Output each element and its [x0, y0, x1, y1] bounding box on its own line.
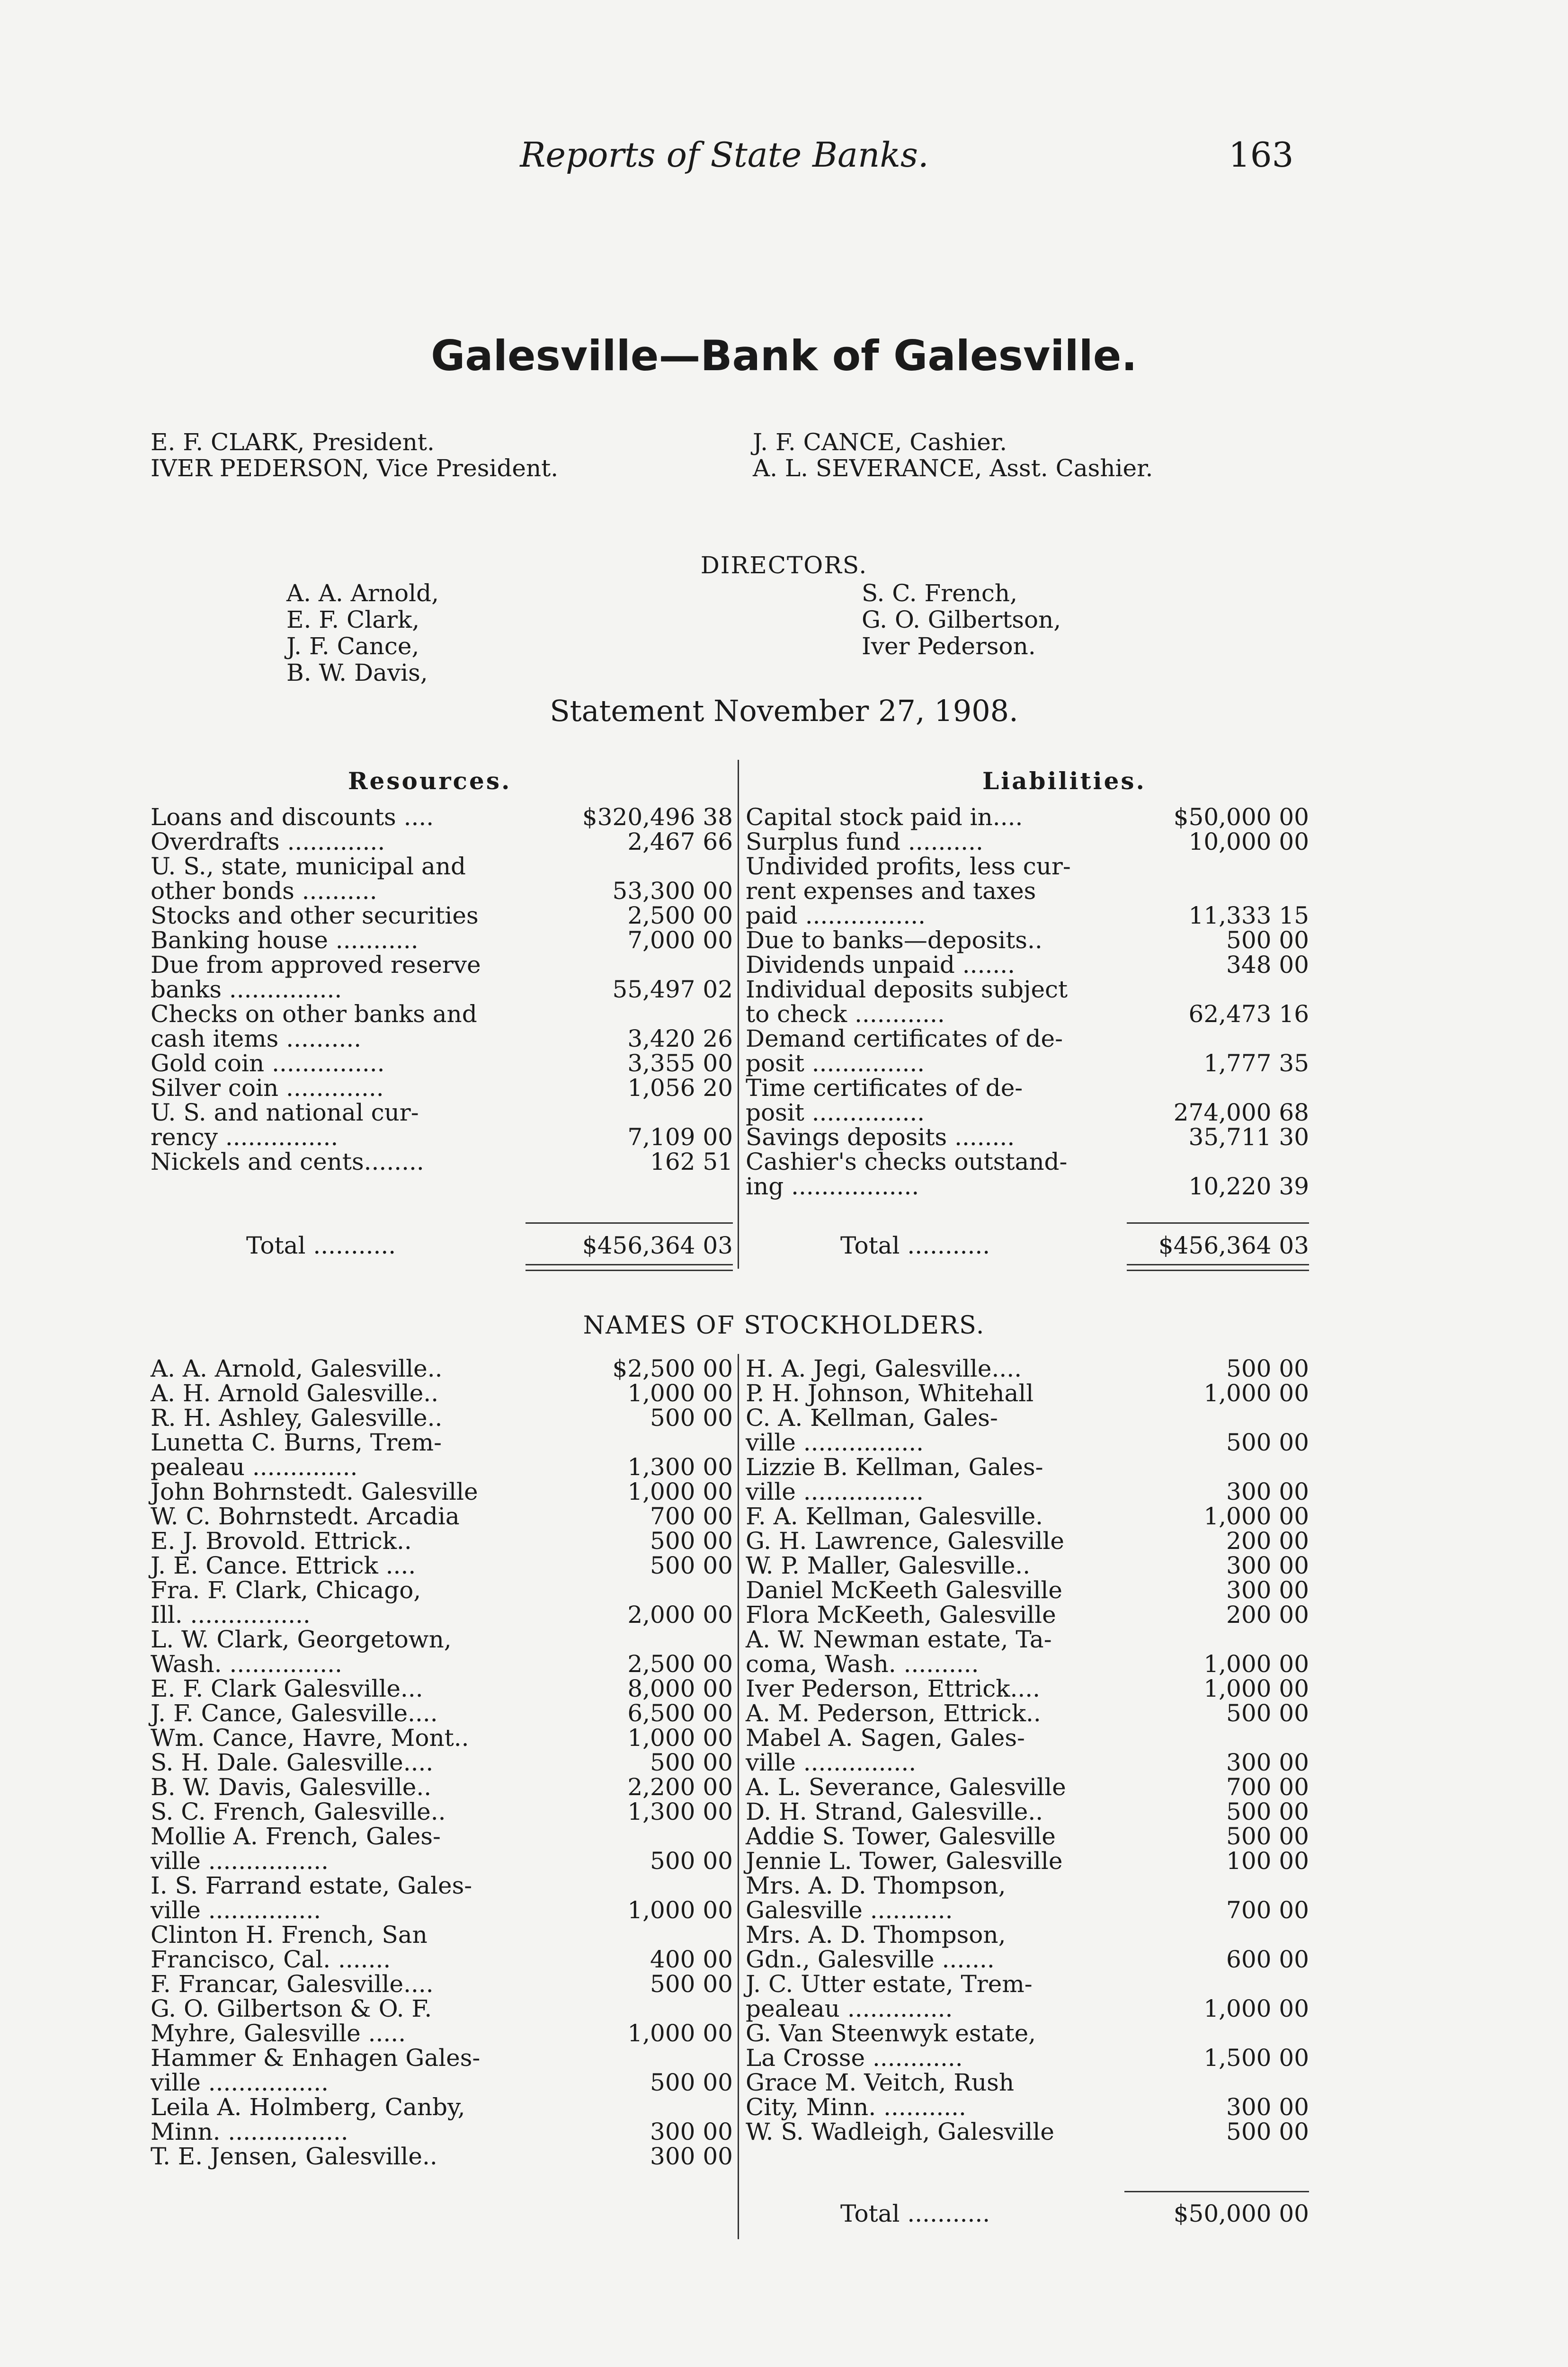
- resource-label: U. S., state, municipal and: [151, 853, 466, 880]
- stockholder-name: City, Minn. ...........: [746, 2093, 966, 2121]
- resource-amount: 2,467 66: [627, 828, 733, 855]
- stockholder-amount: 100 00: [1226, 1847, 1309, 1875]
- officer-cashier: J. F. CANCE, Cashier.: [753, 428, 1007, 456]
- liability-amount: 11,333 15: [1188, 902, 1309, 929]
- stockholder-amount: 500 00: [650, 1527, 733, 1555]
- directors-right-list: [862, 580, 1061, 659]
- stockholder-amount: 500 00: [1226, 1700, 1309, 1727]
- stockholder-name: John Bohrnstedt. Galesville: [151, 1478, 478, 1505]
- stockholder-amount: 1,000 00: [627, 1896, 733, 1924]
- stockholder-name: ville ................: [151, 2069, 329, 2096]
- liability-label: Time certificates of de-: [746, 1074, 1023, 1102]
- stockholder-name: Leila A. Holmberg, Canby,: [151, 2093, 465, 2121]
- liability-label: Savings deposits ........: [746, 1123, 1015, 1151]
- resource-amount: 2,500 00: [627, 902, 733, 929]
- stockholder-name: ville ................: [151, 1847, 329, 1875]
- stockholder-name: ville ................: [746, 1429, 924, 1456]
- stockholder-name: Jennie L. Tower, Galesville: [746, 1847, 1063, 1875]
- stockholder-name: F. A. Kellman, Galesville.: [746, 1503, 1043, 1530]
- resources-total-amount: $456,364 03: [582, 1232, 733, 1259]
- stockholder-name: G. H. Lawrence, Galesville: [746, 1527, 1065, 1555]
- stockholder-amount: 1,300 00: [627, 1453, 733, 1481]
- stockholder-name: J. F. Cance, Galesville....: [151, 1700, 438, 1727]
- page-number: 163: [1229, 135, 1294, 175]
- stockholder-name: H. A. Jegi, Galesville....: [746, 1355, 1022, 1382]
- stockholder-name: ville ...............: [746, 1749, 917, 1776]
- liabilities-total-amount: $456,364 03: [1158, 1232, 1309, 1259]
- balance-sheet-center-divider: [738, 760, 739, 1269]
- stockholder-name: F. Francar, Galesville....: [151, 1970, 434, 1998]
- officer-asst-cashier: A. L. SEVERANCE, Asst. Cashier.: [753, 454, 1153, 482]
- director: J. F. Cance,: [286, 632, 419, 660]
- liability-amount: 500 00: [1226, 926, 1309, 954]
- stockholder-name: Clinton H. French, San: [151, 1921, 428, 1949]
- directors-heading: DIRECTORS.: [700, 552, 868, 579]
- liability-label: Individual deposits subject: [746, 976, 1068, 1003]
- liability-label: rent expenses and taxes: [746, 877, 1036, 905]
- stockholder-name: W. P. Maller, Galesville..: [746, 1552, 1031, 1579]
- liability-amount: 1,777 35: [1203, 1050, 1309, 1077]
- liability-label: Surplus fund ..........: [746, 828, 983, 855]
- stockholder-amount: 300 00: [650, 2143, 733, 2170]
- director: Iver Pederson.: [862, 632, 1036, 660]
- liability-label: ing .................: [746, 1173, 919, 1200]
- stockholder-amount: 700 00: [650, 1503, 733, 1530]
- stockholder-amount: 500 00: [1226, 1429, 1309, 1456]
- stockholder-name: Grace M. Veitch, Rush: [746, 2069, 1015, 2096]
- liability-label: Capital stock paid in....: [746, 803, 1023, 831]
- stockholder-amount: 1,000 00: [627, 1724, 733, 1752]
- liability-amount: 10,000 00: [1188, 828, 1309, 855]
- liabilities-total-rule: [1127, 1222, 1309, 1224]
- resources-total-rule: [526, 1222, 733, 1224]
- stockholder-name: G. O. Gilbertson & O. F.: [151, 1995, 432, 2022]
- stockholder-name: A. A. Arnold, Galesville..: [151, 1355, 443, 1382]
- resource-label: Nickels and cents........: [151, 1148, 424, 1175]
- stockholder-name: R. H. Ashley, Galesville..: [151, 1404, 443, 1432]
- stockholders-total-label: Total ...........: [840, 2200, 990, 2227]
- stockholder-name: Lunetta C. Burns, Trem-: [151, 1429, 442, 1456]
- running-head: Reports of State Banks.: [520, 135, 929, 175]
- stockholder-amount: 1,000 00: [627, 1379, 733, 1407]
- stockholder-name: Francisco, Cal. .......: [151, 1946, 391, 1973]
- liability-label: Dividends unpaid .......: [746, 951, 1016, 979]
- resource-label: Silver coin .............: [151, 1074, 384, 1102]
- stockholder-name: T. E. Jensen, Galesville..: [151, 2143, 437, 2170]
- stockholder-name: A. W. Newman estate, Ta-: [746, 1626, 1052, 1653]
- liability-amount: 274,000 68: [1173, 1099, 1309, 1126]
- stockholder-name: pealeau ..............: [151, 1453, 358, 1481]
- resource-label: Banking house ...........: [151, 926, 419, 954]
- liabilities-total-label: Total ...........: [840, 1232, 990, 1259]
- stockholder-name: L. W. Clark, Georgetown,: [151, 1626, 452, 1653]
- resource-amount: 3,420 26: [627, 1025, 733, 1052]
- stockholder-amount: 2,200 00: [627, 1773, 733, 1801]
- stockholder-name: Galesville ...........: [746, 1896, 953, 1924]
- stockholder-amount: 200 00: [1226, 1527, 1309, 1555]
- stockholder-name: Gdn., Galesville .......: [746, 1946, 995, 1973]
- stockholder-name: C. A. Kellman, Gales-: [746, 1404, 998, 1432]
- stockholder-amount: 500 00: [1226, 1823, 1309, 1850]
- statement-date: Statement November 27, 1908.: [550, 694, 1018, 728]
- stockholder-amount: 1,000 00: [1203, 1650, 1309, 1678]
- liability-label: posit ...............: [746, 1050, 925, 1077]
- stockholder-amount: 1,000 00: [1203, 1379, 1309, 1407]
- liabilities-double-rule-1: [1127, 1264, 1309, 1265]
- bank-title: Galesville—Bank of Galesville.: [431, 331, 1137, 380]
- stockholder-name: B. W. Davis, Galesville..: [151, 1773, 432, 1801]
- stockholder-name: Flora McKeeth, Galesville: [746, 1601, 1056, 1628]
- director: B. W. Davis,: [286, 659, 428, 686]
- stockholder-amount: 6,500 00: [627, 1700, 733, 1727]
- liability-label: Due to banks—deposits..: [746, 926, 1042, 954]
- liability-label: Demand certificates of de-: [746, 1025, 1063, 1052]
- stockholder-name: I. S. Farrand estate, Gales-: [151, 1872, 472, 1899]
- liability-amount: 62,473 16: [1188, 1000, 1309, 1028]
- stockholder-name: A. M. Pederson, Ettrick..: [746, 1700, 1041, 1727]
- resources-double-rule-1: [526, 1264, 733, 1265]
- liability-label: posit ...............: [746, 1099, 925, 1126]
- director: G. O. Gilbertson,: [862, 606, 1061, 633]
- liability-label: to check ............: [746, 1000, 945, 1028]
- stockholder-name: J. C. Utter estate, Trem-: [746, 1970, 1033, 1998]
- stockholder-amount: 700 00: [1226, 1773, 1309, 1801]
- stockholder-name: E. J. Brovold. Ettrick..: [151, 1527, 412, 1555]
- stockholder-name: Lizzie B. Kellman, Gales-: [746, 1453, 1043, 1481]
- stockholder-amount: 1,000 00: [1203, 1995, 1309, 2022]
- director: A. A. Arnold,: [286, 579, 439, 607]
- liability-amount: 348 00: [1226, 951, 1309, 979]
- stockholder-name: Wm. Cance, Havre, Mont..: [151, 1724, 469, 1752]
- resource-label: Gold coin ...............: [151, 1050, 385, 1077]
- liability-label: Cashier's checks outstand-: [746, 1148, 1068, 1175]
- stockholders-center-divider: [738, 1354, 739, 2239]
- stockholder-amount: 2,000 00: [627, 1601, 733, 1628]
- resource-amount: 55,497 02: [612, 976, 733, 1003]
- stockholder-name: W. S. Wadleigh, Galesville: [746, 2118, 1054, 2145]
- resource-label: U. S. and national cur-: [151, 1099, 419, 1126]
- stockholders-total-amount: $50,000 00: [1173, 2200, 1309, 2227]
- stockholder-name: Hammer & Enhagen Gales-: [151, 2044, 481, 2072]
- stockholder-name: W. C. Bohrnstedt. Arcadia: [151, 1503, 460, 1530]
- resource-label: Stocks and other securities: [151, 902, 479, 929]
- stockholder-amount: 500 00: [650, 1404, 733, 1432]
- stockholder-name: Ill. ................: [151, 1601, 311, 1628]
- stockholder-amount: 700 00: [1226, 1896, 1309, 1924]
- stockholder-amount: 300 00: [650, 2118, 733, 2145]
- liability-amount: 10,220 39: [1188, 1173, 1309, 1200]
- stockholder-amount: 8,000 00: [627, 1675, 733, 1702]
- stockholder-name: Myhre, Galesville .....: [151, 2020, 406, 2047]
- liabilities-heading: Liabilities.: [982, 767, 1146, 795]
- stockholder-name: Iver Pederson, Ettrick....: [746, 1675, 1041, 1702]
- directors-left-list: [286, 580, 439, 686]
- resource-label: rency ...............: [151, 1123, 339, 1151]
- stockholder-amount: 300 00: [1226, 1576, 1309, 1604]
- stockholder-name: Fra. F. Clark, Chicago,: [151, 1576, 421, 1604]
- liability-amount: $50,000 00: [1173, 803, 1309, 831]
- resources-total-label: Total ...........: [246, 1232, 396, 1259]
- resources-heading: Resources.: [348, 767, 512, 795]
- director: E. F. Clark,: [286, 606, 420, 633]
- stockholder-name: coma, Wash. ..........: [746, 1650, 979, 1678]
- stockholder-amount: 500 00: [1226, 2118, 1309, 2145]
- stockholder-amount: 1,000 00: [627, 1478, 733, 1505]
- stockholder-name: Mollie A. French, Gales-: [151, 1823, 441, 1850]
- stockholder-amount: 600 00: [1226, 1946, 1309, 1973]
- stockholder-name: pealeau ..............: [746, 1995, 953, 2022]
- stockholder-name: G. Van Steenwyk estate,: [746, 2020, 1036, 2047]
- stockholder-name: E. F. Clark Galesville...: [151, 1675, 423, 1702]
- stockholder-name: Minn. ................: [151, 2118, 348, 2145]
- resource-label: Checks on other banks and: [151, 1000, 477, 1028]
- stockholder-amount: 2,500 00: [627, 1650, 733, 1678]
- stockholder-name: J. E. Cance. Ettrick ....: [151, 1552, 416, 1579]
- stockholder-name: Mrs. A. D. Thompson,: [746, 1921, 1006, 1949]
- resource-amount: $320,496 38: [582, 803, 733, 831]
- resource-label: Loans and discounts ....: [151, 803, 434, 831]
- stockholder-amount: 500 00: [1226, 1798, 1309, 1825]
- liabilities-double-rule-2: [1127, 1270, 1309, 1271]
- stockholder-name: P. H. Johnson, Whitehall: [746, 1379, 1034, 1407]
- stockholder-amount: 500 00: [650, 1552, 733, 1579]
- stockholder-amount: 500 00: [650, 1749, 733, 1776]
- stockholder-amount: $2,500 00: [612, 1355, 733, 1382]
- stockholder-amount: 1,500 00: [1203, 2044, 1309, 2072]
- stockholder-name: Addie S. Tower, Galesville: [746, 1823, 1056, 1850]
- stockholder-amount: 1,300 00: [627, 1798, 733, 1825]
- resources-double-rule-2: [526, 1270, 733, 1271]
- stockholders-total-rule: [1124, 2191, 1309, 2192]
- resource-amount: 1,056 20: [627, 1074, 733, 1102]
- stockholder-name: Mabel A. Sagen, Gales-: [746, 1724, 1025, 1752]
- stockholder-amount: 1,000 00: [1203, 1675, 1309, 1702]
- resource-label: banks ...............: [151, 976, 342, 1003]
- resource-amount: 7,000 00: [627, 926, 733, 954]
- resource-amount: 3,355 00: [627, 1050, 733, 1077]
- officer-president: E. F. CLARK, President.: [151, 428, 435, 456]
- stockholder-amount: 400 00: [650, 1946, 733, 1973]
- stockholder-name: Wash. ...............: [151, 1650, 342, 1678]
- stockholder-name: A. L. Severance, Galesville: [746, 1773, 1066, 1801]
- resource-label: Overdrafts .............: [151, 828, 385, 855]
- stockholder-name: S. C. French, Galesville..: [151, 1798, 446, 1825]
- liability-amount: 35,711 30: [1188, 1123, 1309, 1151]
- resource-amount: 7,109 00: [627, 1123, 733, 1151]
- liability-label: paid ................: [746, 902, 926, 929]
- resource-label: other bonds ..........: [151, 877, 377, 905]
- stockholder-amount: 500 00: [650, 2069, 733, 2096]
- stockholder-name: La Crosse ............: [746, 2044, 963, 2072]
- resource-label: cash items ..........: [151, 1025, 362, 1052]
- officer-vice-president: IVER PEDERSON, Vice President.: [151, 454, 559, 482]
- stockholder-name: ville ................: [746, 1478, 924, 1505]
- stockholder-amount: 1,000 00: [1203, 1503, 1309, 1530]
- stockholders-heading: NAMES OF STOCKHOLDERS.: [583, 1311, 985, 1340]
- stockholder-amount: 500 00: [650, 1847, 733, 1875]
- liability-label: Undivided profits, less cur-: [746, 853, 1071, 880]
- stockholder-name: A. H. Arnold Galesville..: [151, 1379, 439, 1407]
- stockholder-amount: 300 00: [1226, 1478, 1309, 1505]
- stockholder-amount: 300 00: [1226, 1552, 1309, 1579]
- stockholder-name: S. H. Dale. Galesville....: [151, 1749, 434, 1776]
- resource-amount: 162 51: [650, 1148, 733, 1175]
- director: S. C. French,: [862, 579, 1018, 607]
- stockholder-name: D. H. Strand, Galesville..: [746, 1798, 1043, 1825]
- stockholder-amount: 300 00: [1226, 2093, 1309, 2121]
- stockholder-name: Mrs. A. D. Thompson,: [746, 1872, 1006, 1899]
- resource-amount: 53,300 00: [612, 877, 733, 905]
- resource-label: Due from approved reserve: [151, 951, 481, 979]
- stockholder-name: Daniel McKeeth Galesville: [746, 1576, 1062, 1604]
- stockholder-amount: 500 00: [650, 1970, 733, 1998]
- stockholder-amount: 500 00: [1226, 1355, 1309, 1382]
- stockholder-name: ville ...............: [151, 1896, 321, 1924]
- stockholder-amount: 300 00: [1226, 1749, 1309, 1776]
- stockholder-amount: 200 00: [1226, 1601, 1309, 1628]
- stockholder-amount: 1,000 00: [627, 2020, 733, 2047]
